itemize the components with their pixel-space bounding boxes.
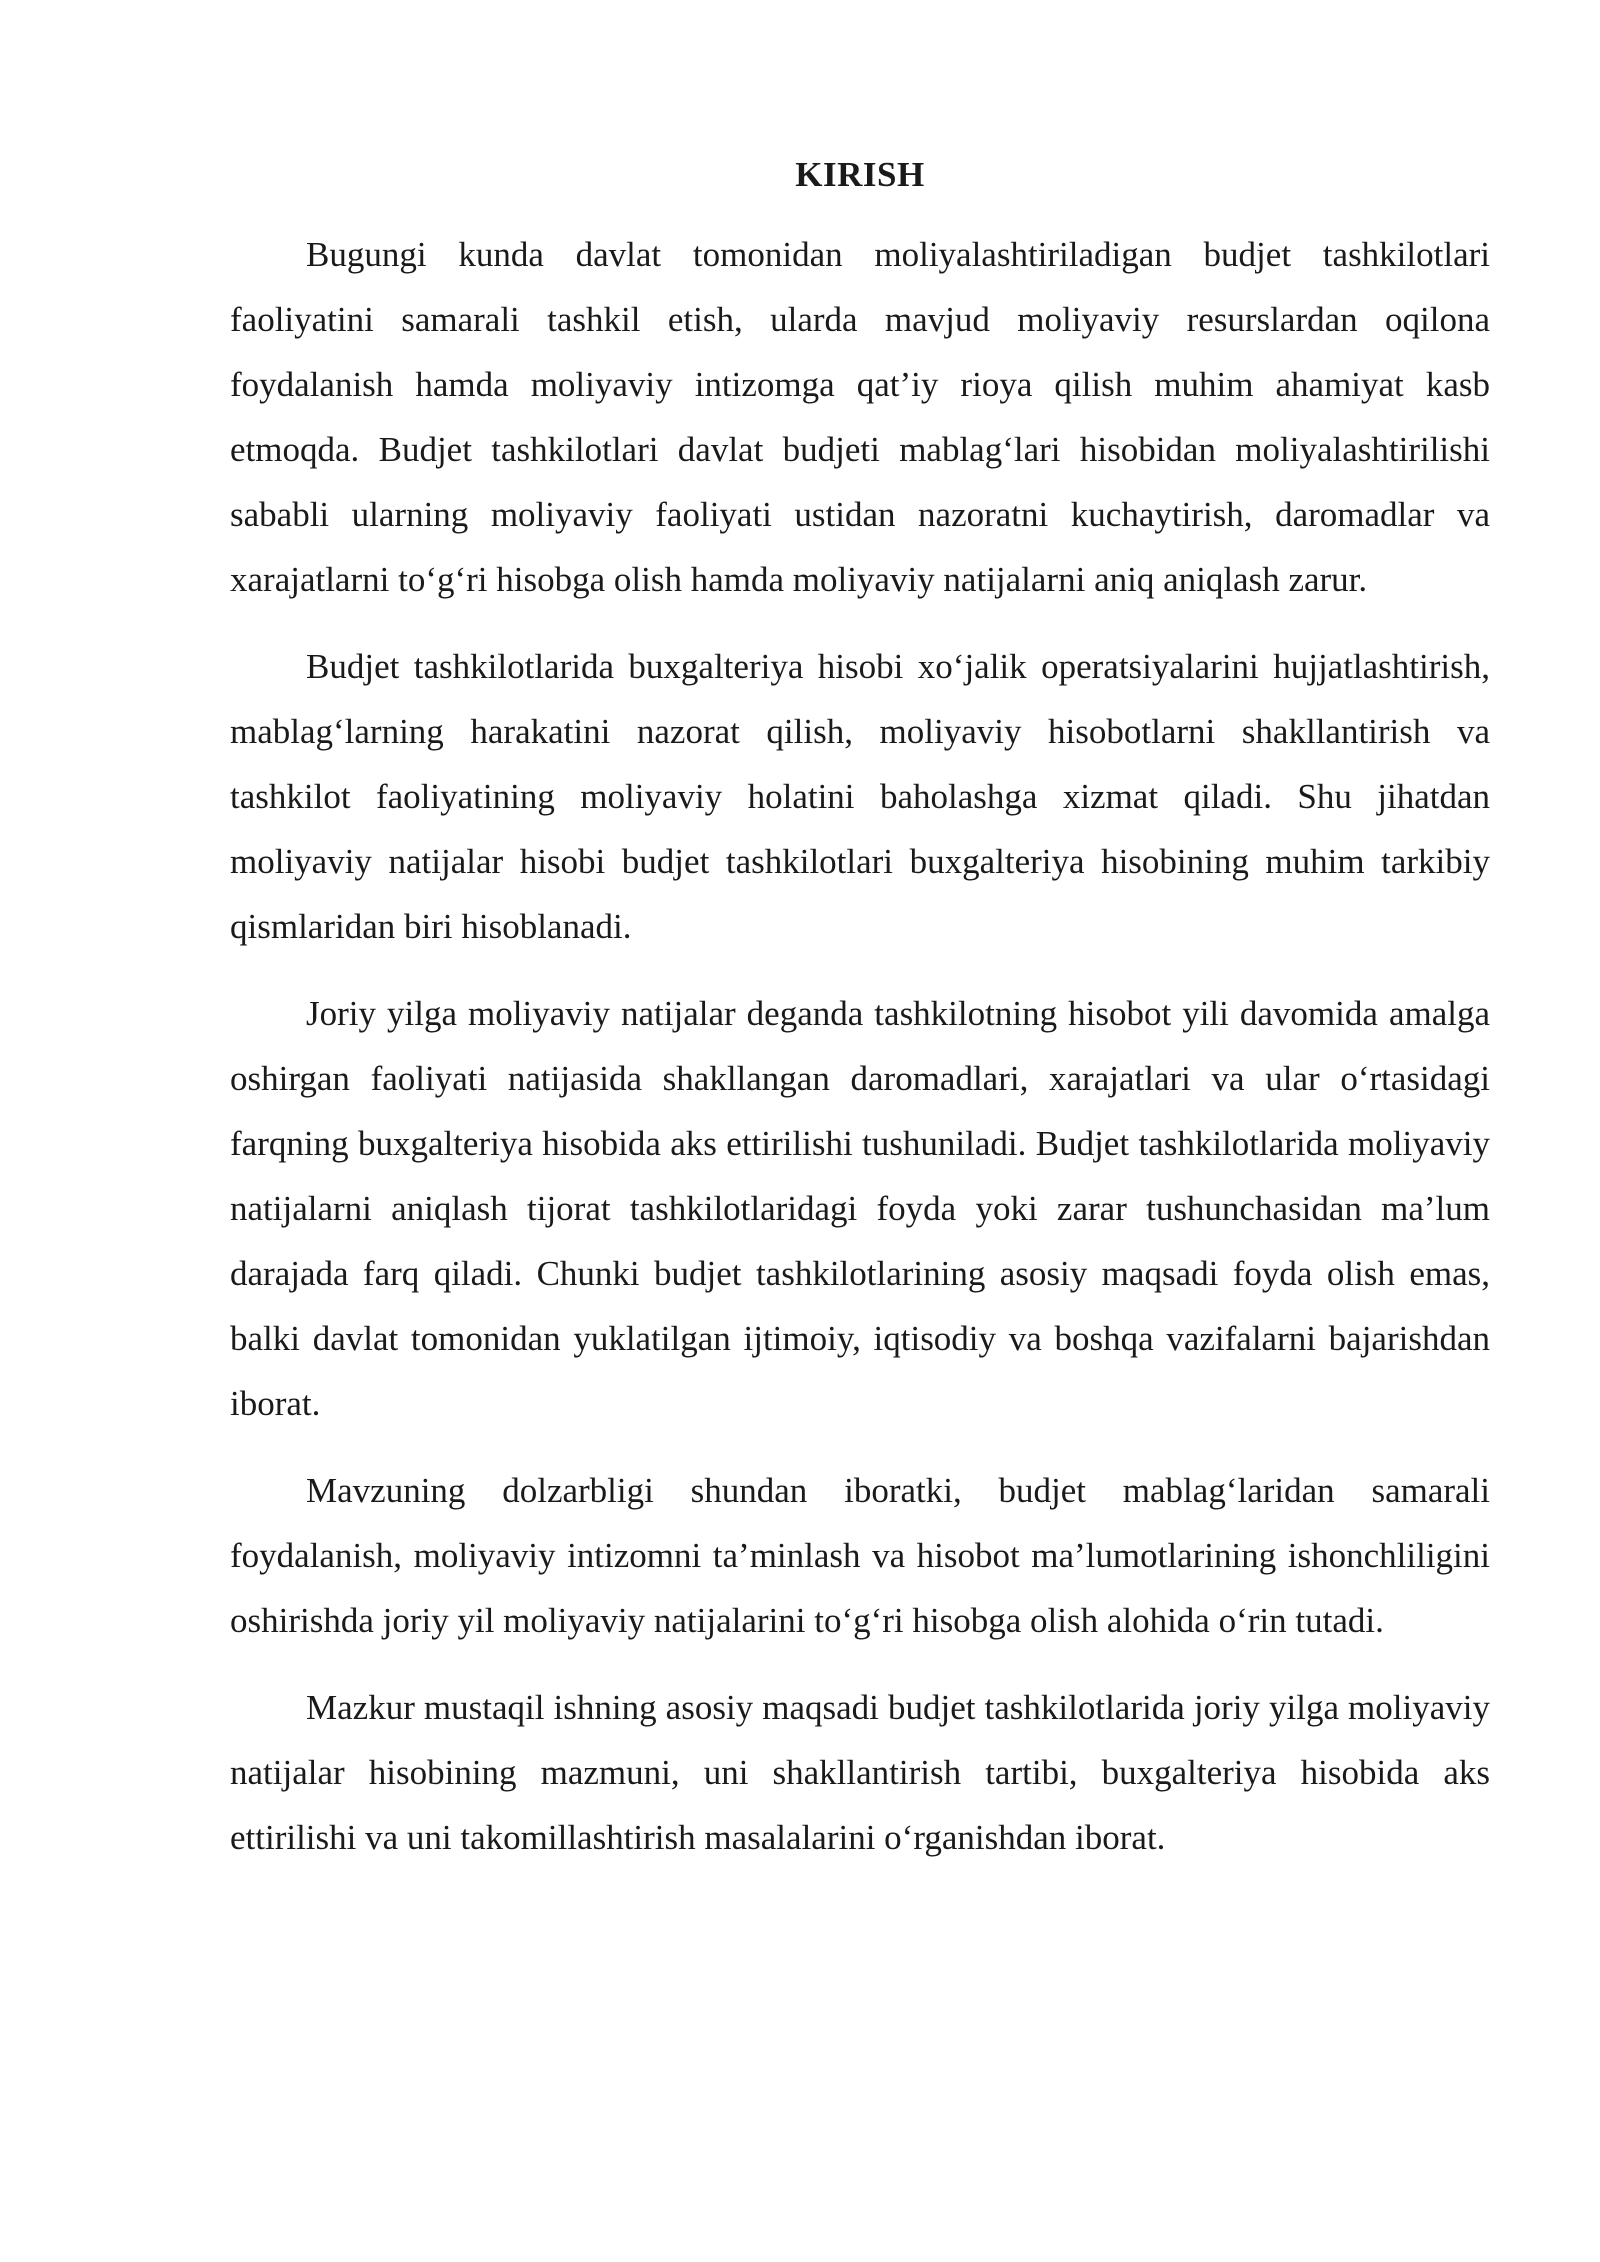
document-title: KIRISH — [795, 155, 925, 194]
document-body — [230, 150, 1490, 1892]
paragraph-accounting-role: Budjet tashkilotlarida buxgalteriya hisobi xo‘jalik operatsiyalarini hujjatlashtirish, mablag‘larning harakatini nazorat qilish, moliyaviy hisobotlarni shakllantirish va tashkilot faoliyatining moliyaviy holatini baholashga xizmat qiladi. Shu jihatdan moliyaviy natijalar hisobi budjet tashkilotlari buxgalteriya hisobining muhim tarkibiy qismlaridan biri hisoblanadi. — [230, 647, 1490, 946]
paragraph-intro: Bugungi kunda davlat tomonidan moliyalashtiriladigan budjet tashkilotlari faoliyatini samarali tashkil etish, ularda mavjud moliyaviy resurslardan oqilona foydalanish hamda moliyaviy intizomga qat’iy rioya qilish muhim ahamiyat kasb etmoqda. Budjet tashkilotlari davlat budjeti mablag‘lari hisobidan moliyalashtirilishi sababli ularning moliyaviy faoliyati ustidan nazoratni kuchaytirish, daromadlar va xarajatlarni to‘g‘ri hisobga olish hamda moliyaviy natijalarni aniq aniqlash zarur. — [230, 235, 1490, 599]
paragraph-goal: Mazkur mustaqil ishning asosiy maqsadi budjet tashkilotlarida joriy yilga moliyaviy natijalar hisobining mazmuni, uni shakllantirish tartibi, buxgalteriya hisobida aks ettirilishi va uni takomillashtirish masalalarini o‘rganishdan iborat. — [230, 1688, 1490, 1857]
paragraph-financial-results: Joriy yilga moliyaviy natijalar deganda tashkilotning hisobot yili davomida amalga oshirgan faoliyati natijasida shakllangan daromadlari, xarajatlari va ular o‘rtasidagi farqning buxgalteriya hisobida aks ettirilishi tushuniladi. Budjet tashkilotlarida moliyaviy natijalarni aniqlash tijorat tashkilotlaridagi foyda yoki zarar tushunchasidan ma’lum darajada farq qiladi. Chunki budjet tashkilotlarining asosiy maqsadi foyda olish emas, balki davlat tomonidan yuklatilgan ijtimoiy, iqtisodiy va boshqa vazifalarni bajarishdan iborat. — [230, 994, 1490, 1423]
paragraph-relevance: Mavzuning dolzarbligi shundan iboratki, budjet mablag‘laridan samarali foydalanish, moliyaviy intizomni ta’minlash va hisobot ma’lumotlarining ishonchliligini oshirishda joriy yil moliyaviy natijalarini to‘g‘ri hisobga olish alohida o‘rin tutadi. — [230, 1471, 1490, 1640]
